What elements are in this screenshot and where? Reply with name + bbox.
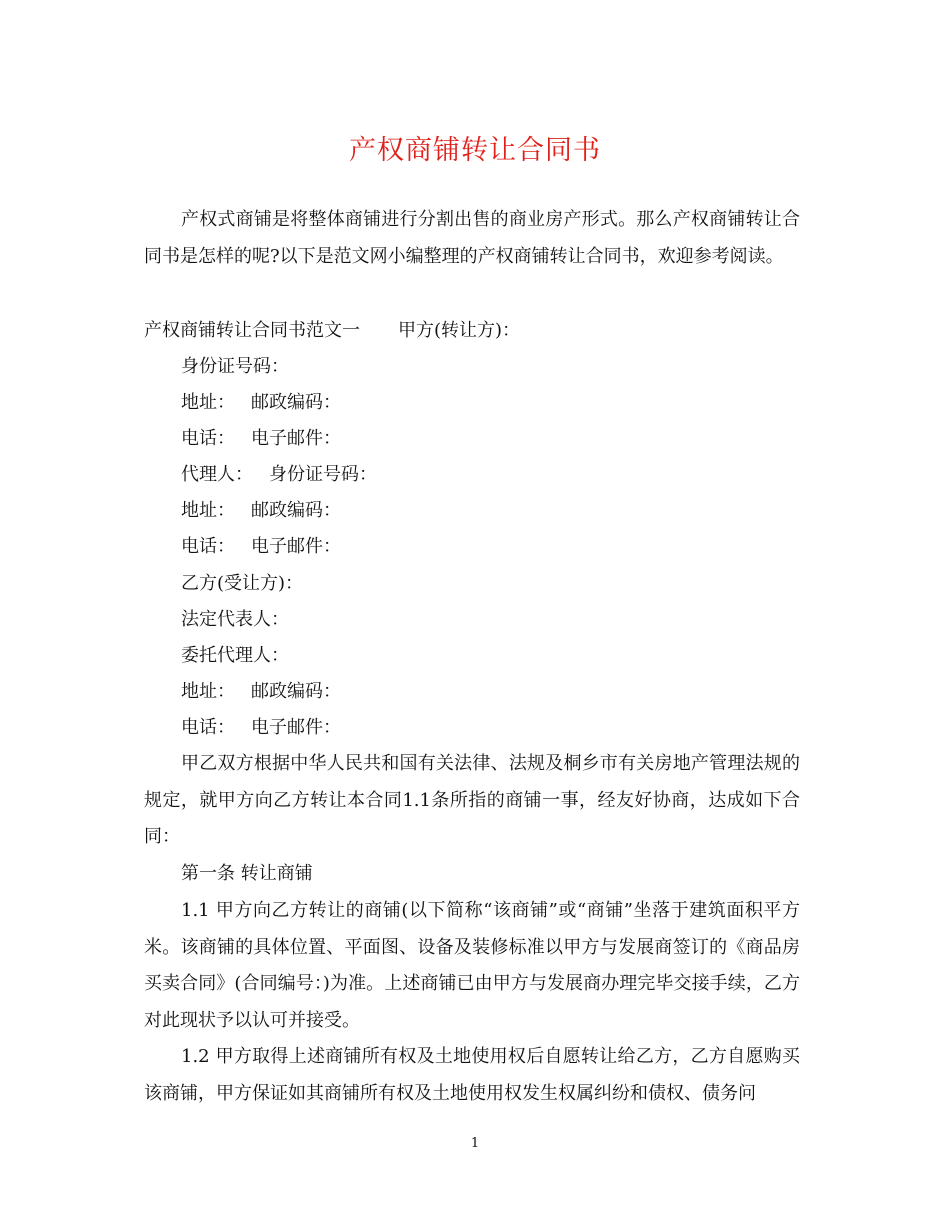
agent-address-line bbox=[181, 493, 341, 529]
sample-heading: 产权商铺转让合同书范文一 bbox=[144, 320, 360, 341]
party-b-address-line bbox=[181, 674, 341, 710]
clause-1-2: 1.2 甲方取得上述商铺所有权及土地使用权后自愿转让给乙方，乙方自愿购买该商铺，甲方保证如其商铺所有权及土地使用权发生权属纠纷和债权、债务问 bbox=[144, 1046, 800, 1104]
postcode-label: 邮政编码： bbox=[251, 392, 341, 413]
agent-address-label: 地址： bbox=[181, 500, 235, 521]
agent-id-label: 身份证号码： bbox=[269, 464, 377, 485]
agent-line bbox=[181, 457, 377, 493]
phone-label: 电话： bbox=[181, 428, 235, 449]
agent-email-label: 电子邮件： bbox=[251, 536, 341, 557]
legal-rep-line bbox=[181, 602, 289, 638]
party-b-phone-line bbox=[181, 710, 341, 746]
legal-rep-label: 法定代表人： bbox=[181, 609, 289, 630]
party-b-phone-label: 电话： bbox=[181, 717, 235, 738]
agent-phone-line bbox=[181, 529, 341, 565]
party-b-line bbox=[181, 566, 303, 602]
agent-postcode-label: 邮政编码： bbox=[251, 500, 341, 521]
party-b-email-label: 电子邮件： bbox=[251, 717, 341, 738]
address-line bbox=[181, 385, 341, 421]
phone-line bbox=[181, 421, 341, 457]
email-label: 电子邮件： bbox=[251, 428, 341, 449]
agent-phone-label: 电话： bbox=[181, 536, 235, 557]
agent-label: 代理人： bbox=[181, 464, 253, 485]
page-number: 1 bbox=[470, 1136, 480, 1151]
entrusted-agent-label: 委托代理人： bbox=[181, 645, 289, 666]
intro-paragraph: 产权式商铺是将整体商铺进行分割出售的商业房产形式。那么产权商铺转让合同书是怎样的呢?以下是范文网小编整理的产权商铺转让合同书，欢迎参考阅读。 bbox=[144, 209, 800, 267]
sample-heading-line bbox=[144, 313, 520, 349]
party-b-postcode-label: 邮政编码： bbox=[251, 681, 341, 702]
party-b-label: 乙方(受让方)： bbox=[181, 573, 304, 594]
address-label: 地址： bbox=[181, 392, 235, 413]
entrusted-agent-line bbox=[181, 638, 289, 674]
party-b-address-label: 地址： bbox=[181, 681, 235, 702]
id-number-line bbox=[181, 349, 289, 385]
document-title: 产权商铺转让合同书 bbox=[349, 135, 601, 166]
party-a-label: 甲方(转让方)： bbox=[398, 320, 521, 341]
preamble-paragraph: 甲乙双方根据中华人民共和国有关法律、法规及桐乡市有关房地产管理法规的规定，就甲方向乙方转让本合同1.1条所指的商铺一事，经友好协商，达成如下合同： bbox=[144, 753, 800, 847]
id-number-label: 身份证号码： bbox=[181, 356, 289, 377]
article-1-title: 第一条 转让商铺 bbox=[181, 863, 313, 884]
clause-1-1: 1.1 甲方向乙方转让的商铺(以下简称“该商铺”或“商铺”坐落于建筑面积平方米。该商铺的具体位置、平面图、设备及装修标准以甲方与发展商签订的《商品房买卖合同》(合同编号：)为准。上述商铺已由甲方与发展商办理完毕交接手续，乙方对此现状予以认可并接受。 bbox=[144, 900, 800, 1031]
